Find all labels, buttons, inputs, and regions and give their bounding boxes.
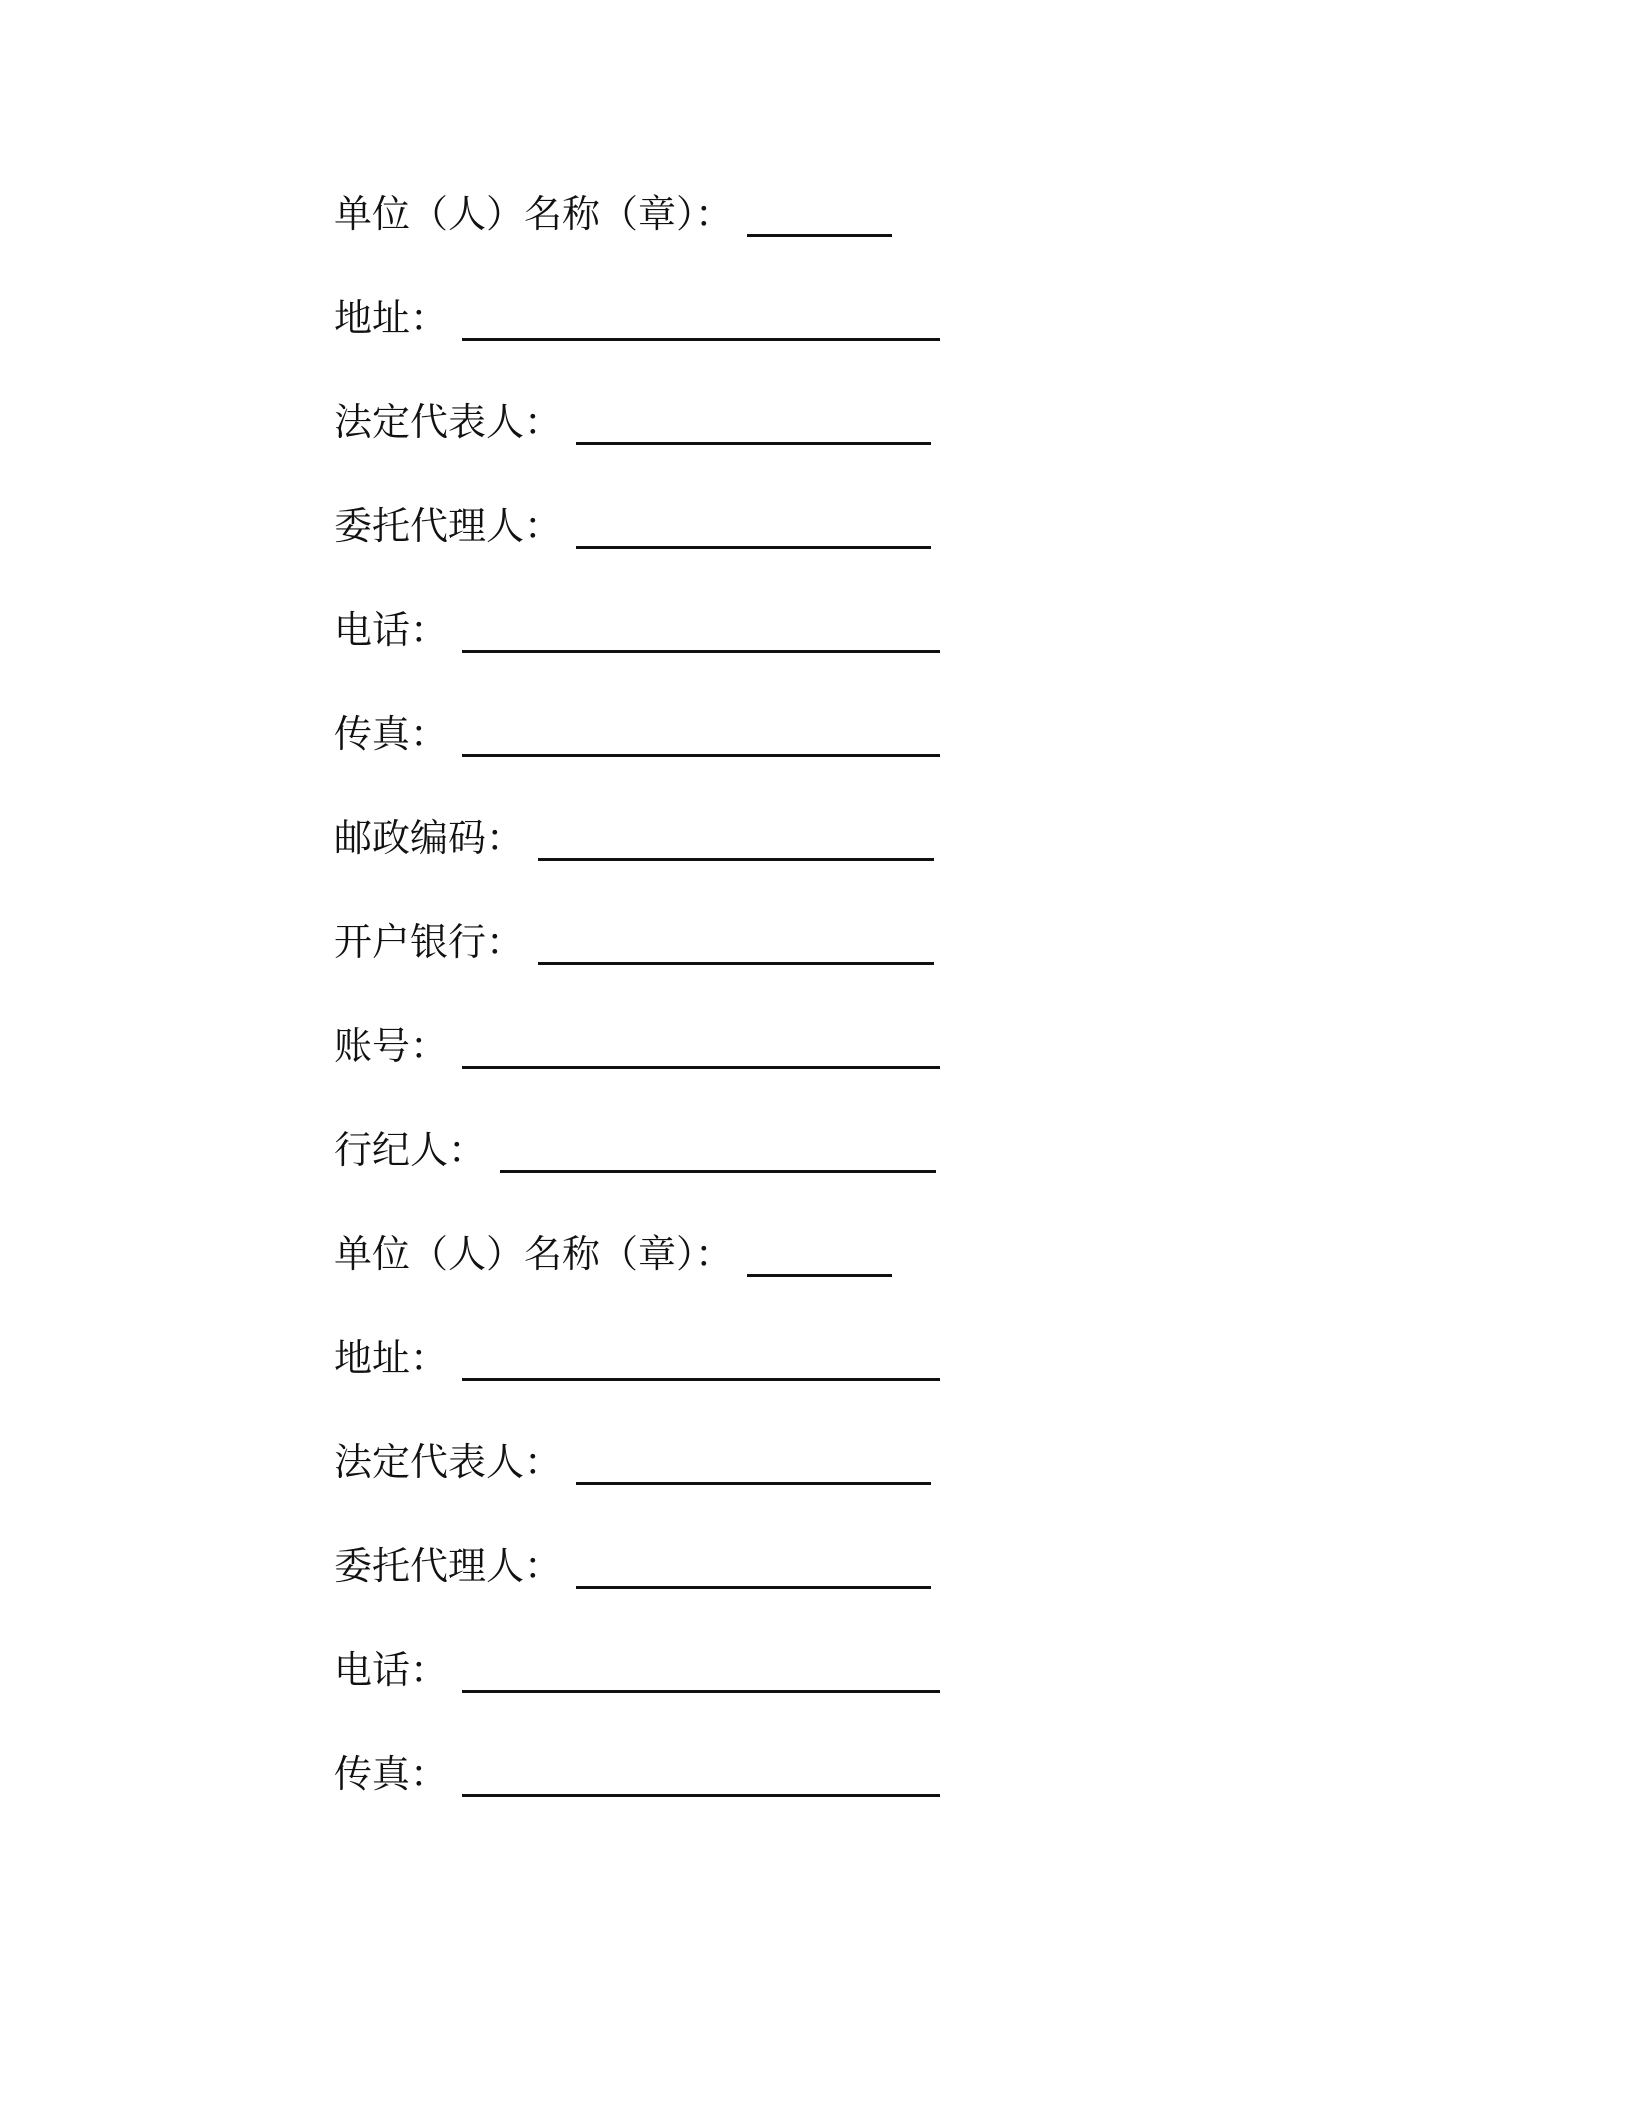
form-line-bank bbox=[334, 912, 1234, 1016]
field-label: 开户银行： bbox=[334, 920, 525, 964]
field-label: 传真： bbox=[334, 712, 449, 756]
form-line-agent bbox=[334, 1536, 1234, 1640]
form-line-broker bbox=[334, 1120, 1234, 1224]
field-label: 地址： bbox=[334, 1336, 449, 1380]
blank-line bbox=[747, 184, 892, 237]
blank-line bbox=[462, 1744, 940, 1797]
form-line-legal-representative bbox=[334, 392, 1234, 496]
form-line-postal-code bbox=[334, 808, 1234, 912]
blank-line bbox=[576, 1432, 931, 1485]
form-line-phone bbox=[334, 1640, 1234, 1744]
field-label: 法定代表人： bbox=[334, 1440, 563, 1484]
field-label: 电话： bbox=[334, 1648, 449, 1692]
form-line-address bbox=[334, 1328, 1234, 1432]
form-line-unit-name bbox=[334, 184, 1234, 288]
blank-line bbox=[462, 1328, 940, 1381]
blank-line bbox=[462, 600, 940, 653]
field-label: 账号： bbox=[334, 1024, 449, 1068]
blank-line bbox=[576, 392, 931, 445]
blank-line bbox=[462, 1640, 940, 1693]
field-label: 法定代表人： bbox=[334, 400, 563, 444]
blank-line bbox=[462, 288, 940, 341]
form-line-address bbox=[334, 288, 1234, 392]
field-label: 邮政编码： bbox=[334, 816, 525, 860]
form-line-legal-representative bbox=[334, 1432, 1234, 1536]
field-label: 电话： bbox=[334, 608, 449, 652]
field-label: 单位（人）名称（章）： bbox=[334, 192, 734, 236]
form-line-account bbox=[334, 1016, 1234, 1120]
field-label: 单位（人）名称（章）： bbox=[334, 1232, 734, 1276]
blank-line bbox=[576, 1536, 931, 1589]
blank-line bbox=[462, 1016, 940, 1069]
field-label: 传真： bbox=[334, 1752, 449, 1796]
field-label: 行纪人： bbox=[334, 1128, 487, 1172]
form-line-unit-name bbox=[334, 1224, 1234, 1328]
form-line-agent bbox=[334, 496, 1234, 600]
field-label: 委托代理人： bbox=[334, 1544, 563, 1588]
form-line-fax bbox=[334, 1744, 1234, 1848]
blank-line bbox=[576, 496, 931, 549]
field-label: 地址： bbox=[334, 296, 449, 340]
form-line-phone bbox=[334, 600, 1234, 704]
blank-line bbox=[462, 704, 940, 757]
blank-line bbox=[538, 912, 934, 965]
blank-line bbox=[500, 1120, 936, 1173]
form-line-fax bbox=[334, 704, 1234, 808]
field-label: 委托代理人： bbox=[334, 504, 563, 548]
party-info-form bbox=[334, 184, 1234, 1848]
blank-line bbox=[747, 1224, 892, 1277]
blank-line bbox=[538, 808, 934, 861]
